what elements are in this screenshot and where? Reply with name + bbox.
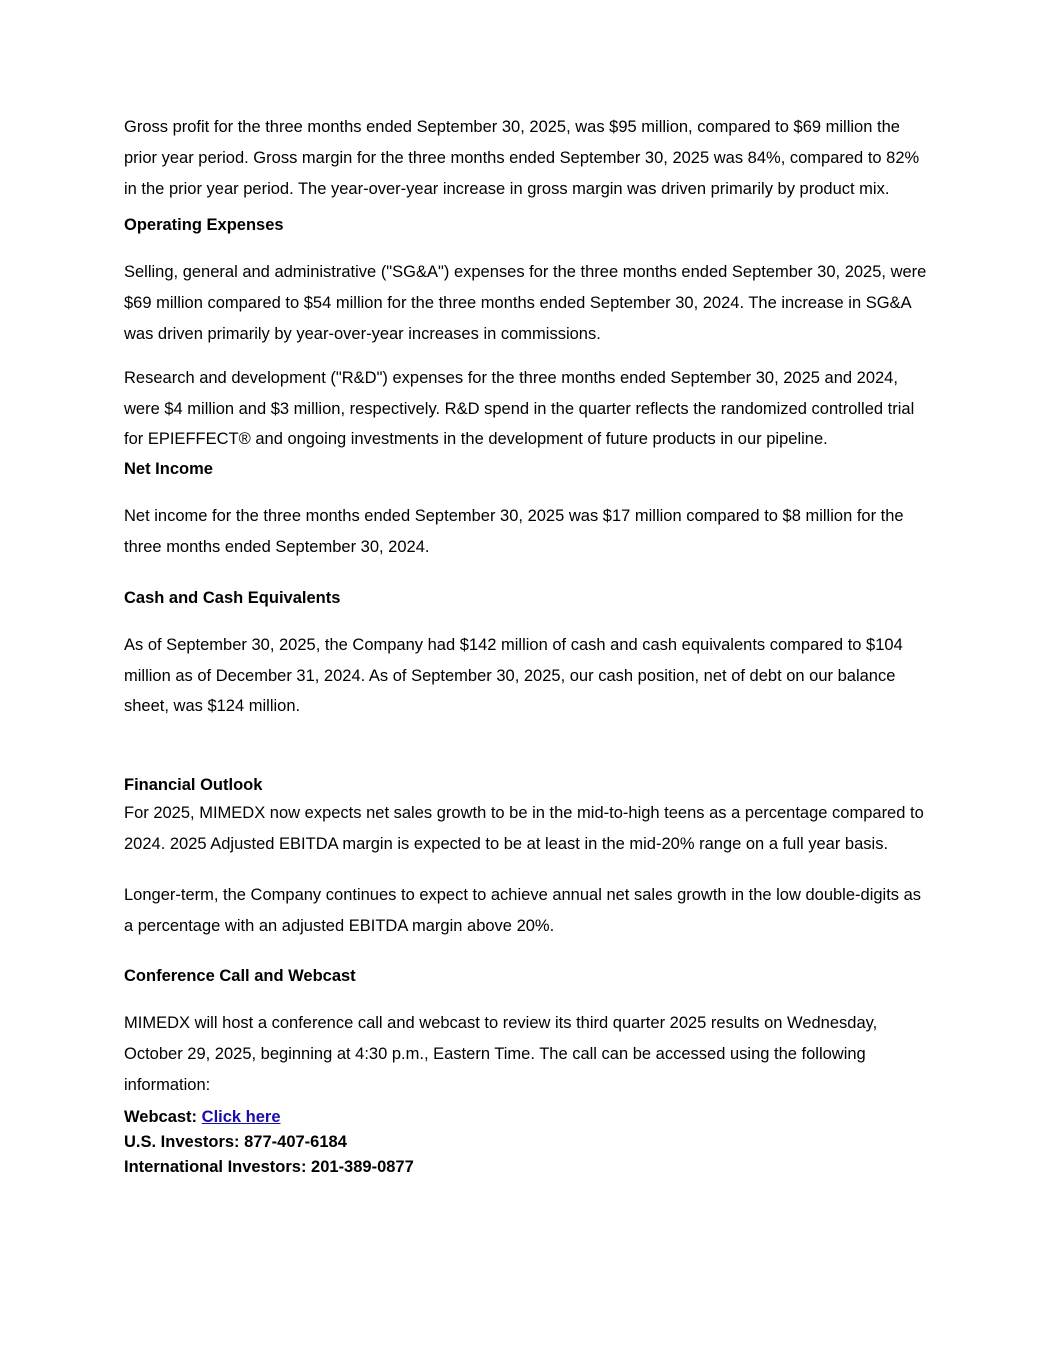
operating-expenses-heading: Operating Expenses	[124, 216, 284, 235]
cash-heading: Cash and Cash Equivalents	[124, 588, 341, 607]
webcast-line	[124, 1105, 934, 1130]
document-page	[124, 112, 934, 1180]
webcast-label: Webcast:	[124, 1107, 198, 1126]
conference-paragraph: MIMEDX will host a conference call and webcast to review its third quarter 2025 results on Wednesday, October 29, 2025, beginning at 4:30 p.m., Eastern Time. The call can be accessed using the following information:	[124, 1014, 878, 1094]
outlook-paragraph-2: Longer-term, the Company continues to expect to achieve annual net sales growth in the low double-digits as a percentage with an adjusted EBITDA margin above 20%.	[124, 885, 922, 935]
international-investors-line: International Investors: 201-389-0877	[124, 1157, 414, 1176]
net-income-heading: Net Income	[124, 460, 213, 479]
rd-paragraph: Research and development ("R&D") expenses for the three months ended September 30, 2025 and 2024, were $4 million and $3 million, respectively. R&D spend in the quarter reflects the randomized controlled trial for EPIEFFECT® and ongoing investments in the development of future products in our pipeline.	[124, 368, 915, 449]
net-income-paragraph: Net income for the three months ended September 30, 2025 was $17 million compared to $8 million for the three months ended September 30, 2024.	[124, 507, 904, 556]
us-investors-line: U.S. Investors: 877-407-6184	[124, 1132, 347, 1151]
financial-outlook-heading: Financial Outlook	[124, 776, 263, 795]
conference-call-heading: Conference Call and Webcast	[124, 967, 356, 986]
sga-paragraph: Selling, general and administrative ("SG&A") expenses for the three months ended September 30, 2025, were $69 million compared to $54 million for the three months ended September 30, 2024. The increase in SG&A was driven primarily by year-over-year increases in commissions.	[124, 263, 927, 343]
webcast-link[interactable]: Click here	[201, 1107, 281, 1126]
outlook-paragraph-1: For 2025, MIMEDX now expects net sales growth to be in the mid-to-high teens as a percentage compared to 2024. 2025 Adjusted EBITDA margin is expected to be at least in the mid-20% range on a full year basis.	[124, 804, 924, 853]
contact-block	[124, 1105, 934, 1180]
gross-profit-paragraph: Gross profit for the three months ended September 30, 2025, was $95 million, compared to $69 million the prior year period. Gross margin for the three months ended September 30, 2025 was 84%, compared to 82% in the prior year period. The year-over-year increase in gross margin was driven primarily by product mix.	[124, 118, 920, 198]
cash-paragraph: As of September 30, 2025, the Company had $142 million of cash and cash equivalents compared to $104 million as of December 31, 2024. As of September 30, 2025, our cash position, net of debt on our balance sheet, was $124 million.	[124, 635, 903, 716]
